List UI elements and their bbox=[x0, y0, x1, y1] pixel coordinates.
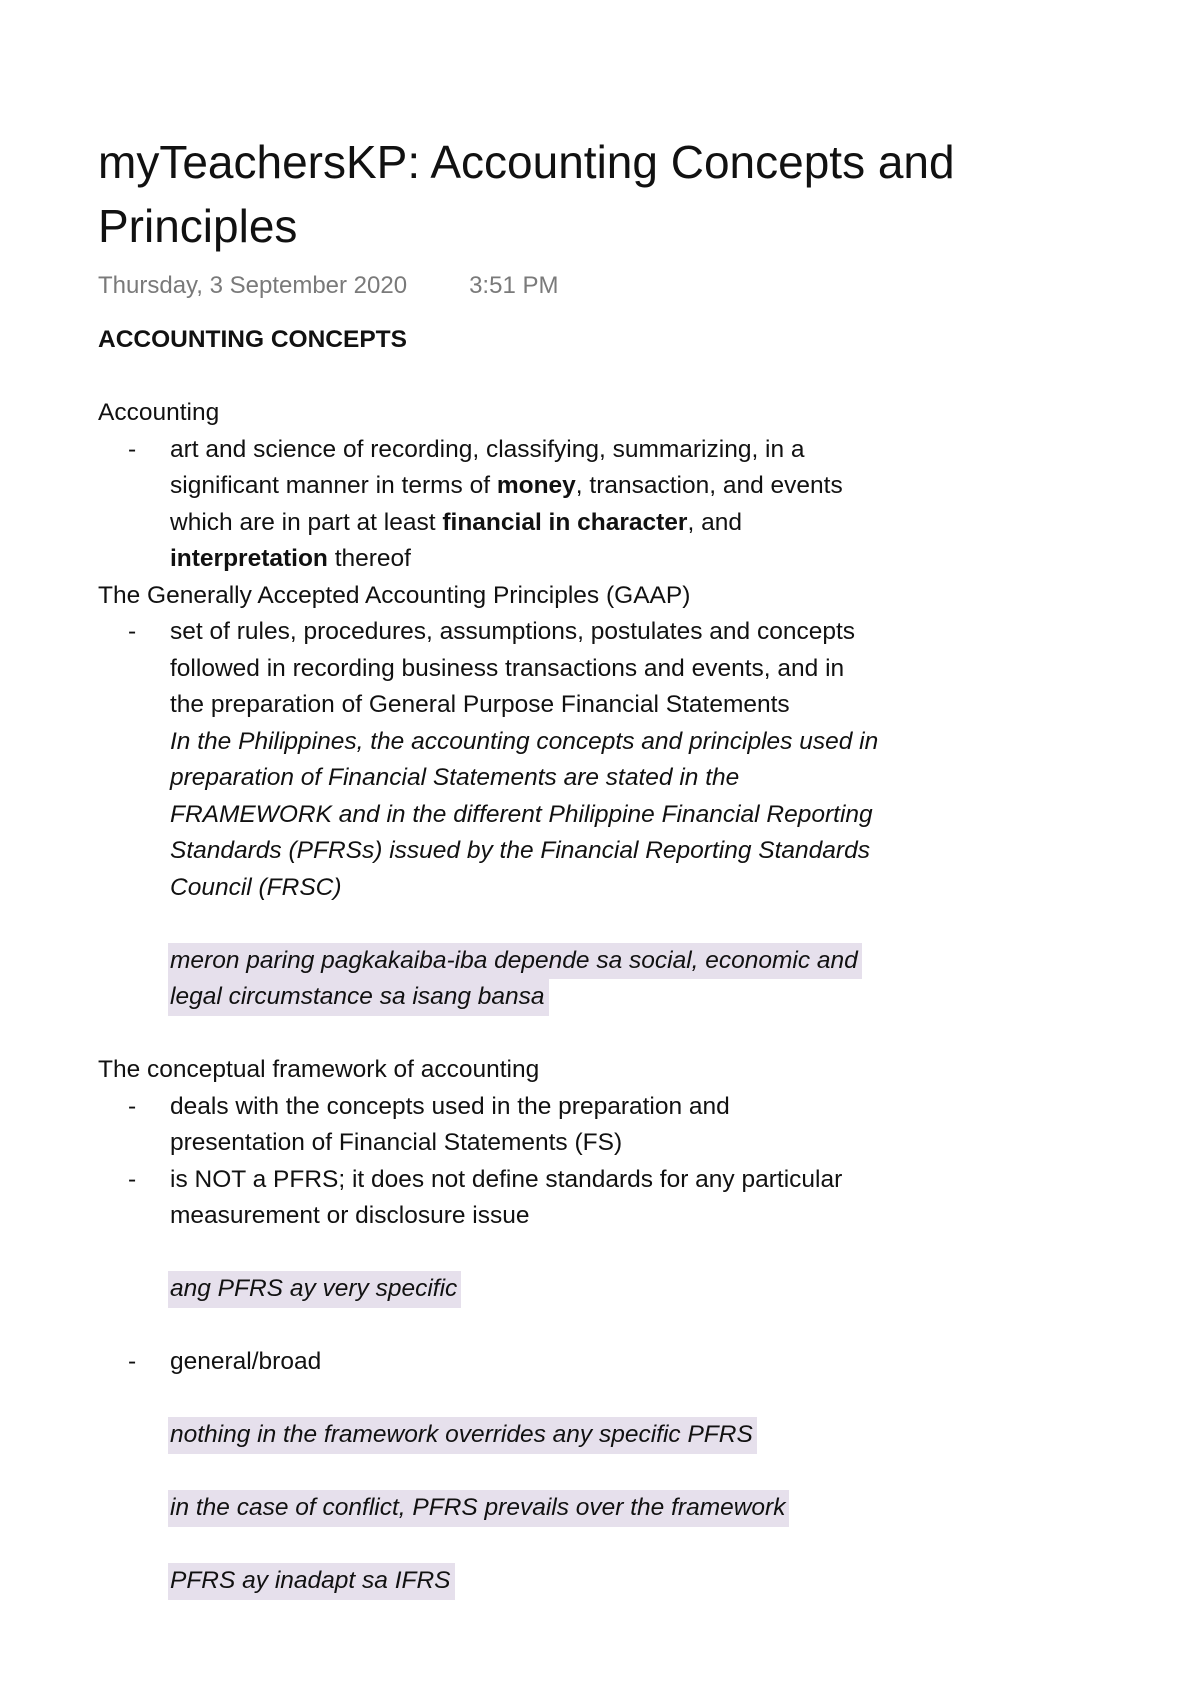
text-span: thereof bbox=[327, 545, 411, 572]
text-line: deals with the concepts used in the preparation and bbox=[170, 1092, 730, 1120]
bullet-framework-general bbox=[98, 1344, 998, 1600]
term-accounting: Accounting bbox=[98, 399, 220, 426]
italic-line: In the Philippines, the accounting concepts and principles used in bbox=[170, 727, 879, 755]
bullet-dash: - bbox=[128, 618, 137, 645]
text-line: art and science of recording, classifying, summarizing, in a bbox=[170, 435, 805, 463]
bullet-accounting-definition bbox=[98, 432, 998, 578]
text-span: significant manner in terms of bbox=[170, 472, 497, 499]
highlighted-note bbox=[170, 1563, 998, 1600]
highlight: nothing in the framework overrides any specific PFRS bbox=[168, 1417, 757, 1454]
bullet-dash: - bbox=[128, 435, 137, 463]
highlighted-note bbox=[170, 1417, 998, 1454]
text-line: presentation of Financial Statements (FS) bbox=[170, 1129, 623, 1156]
bullet-dash: - bbox=[128, 1165, 137, 1193]
bullet-dash: - bbox=[128, 1348, 137, 1375]
bullet-framework-deals bbox=[98, 1089, 998, 1162]
text-line: is NOT a PFRS; it does not define standards for any particular bbox=[170, 1165, 843, 1193]
text-line: followed in recording business transactions and events, and in bbox=[170, 654, 845, 682]
term-gaap: The Generally Accepted Accounting Principles (GAAP) bbox=[98, 581, 691, 609]
highlighted-note bbox=[170, 1490, 998, 1527]
text-span: , and bbox=[687, 508, 742, 536]
highlight: legal circumstance sa isang bansa bbox=[168, 979, 549, 1016]
italic-line: Standards (PFRSs) issued by the Financial Reporting Standards bbox=[170, 837, 870, 864]
text-span: which are in part at least bbox=[170, 508, 443, 536]
section-heading: ACCOUNTING CONCEPTS bbox=[98, 326, 407, 353]
highlighted-note bbox=[170, 979, 998, 1016]
bold-term-interpretation: interpretation bbox=[170, 545, 328, 572]
bold-term-money: money bbox=[496, 472, 576, 499]
bold-term-financial: financial in character bbox=[442, 508, 688, 536]
text-line bbox=[170, 541, 998, 578]
highlight: PFRS ay inadapt sa IFRS bbox=[168, 1563, 455, 1600]
highlighted-note bbox=[170, 943, 998, 980]
page-body bbox=[98, 322, 998, 1600]
page-time: 3:51 PM bbox=[469, 272, 559, 299]
bullet-dash: - bbox=[128, 1092, 137, 1120]
text-span: , transaction, and events bbox=[575, 472, 843, 499]
text-line: general/broad bbox=[170, 1348, 322, 1375]
italic-line: FRAMEWORK and in the different Philippine Financial Reporting bbox=[170, 800, 873, 828]
bullet-gaap-definition bbox=[98, 614, 998, 1016]
italic-line: Council (FRSC) bbox=[170, 873, 342, 901]
page-meta bbox=[98, 272, 558, 300]
highlight: in the case of conflict, PFRS prevails over the framework bbox=[168, 1490, 789, 1527]
page-title: myTeachersKP: Accounting Concepts and Principles bbox=[98, 136, 955, 252]
bullet-framework-not-pfrs bbox=[98, 1162, 998, 1345]
page-date: Thursday, 3 September 2020 bbox=[98, 272, 408, 299]
text-line: the preparation of General Purpose Financial Statements bbox=[170, 691, 790, 718]
highlight: ang PFRS ay very specific bbox=[168, 1271, 461, 1308]
highlighted-note bbox=[170, 1271, 998, 1308]
term-conceptual-framework: The conceptual framework of accounting bbox=[98, 1056, 540, 1083]
highlight: meron paring pagkakaiba-iba depende sa social, economic and bbox=[168, 943, 862, 980]
text-line: measurement or disclosure issue bbox=[170, 1202, 530, 1229]
text-line bbox=[170, 505, 998, 542]
text-line: set of rules, procedures, assumptions, postulates and concepts bbox=[170, 618, 856, 645]
text-line bbox=[170, 468, 998, 505]
italic-line: preparation of Financial Statements are stated in the bbox=[170, 764, 740, 791]
